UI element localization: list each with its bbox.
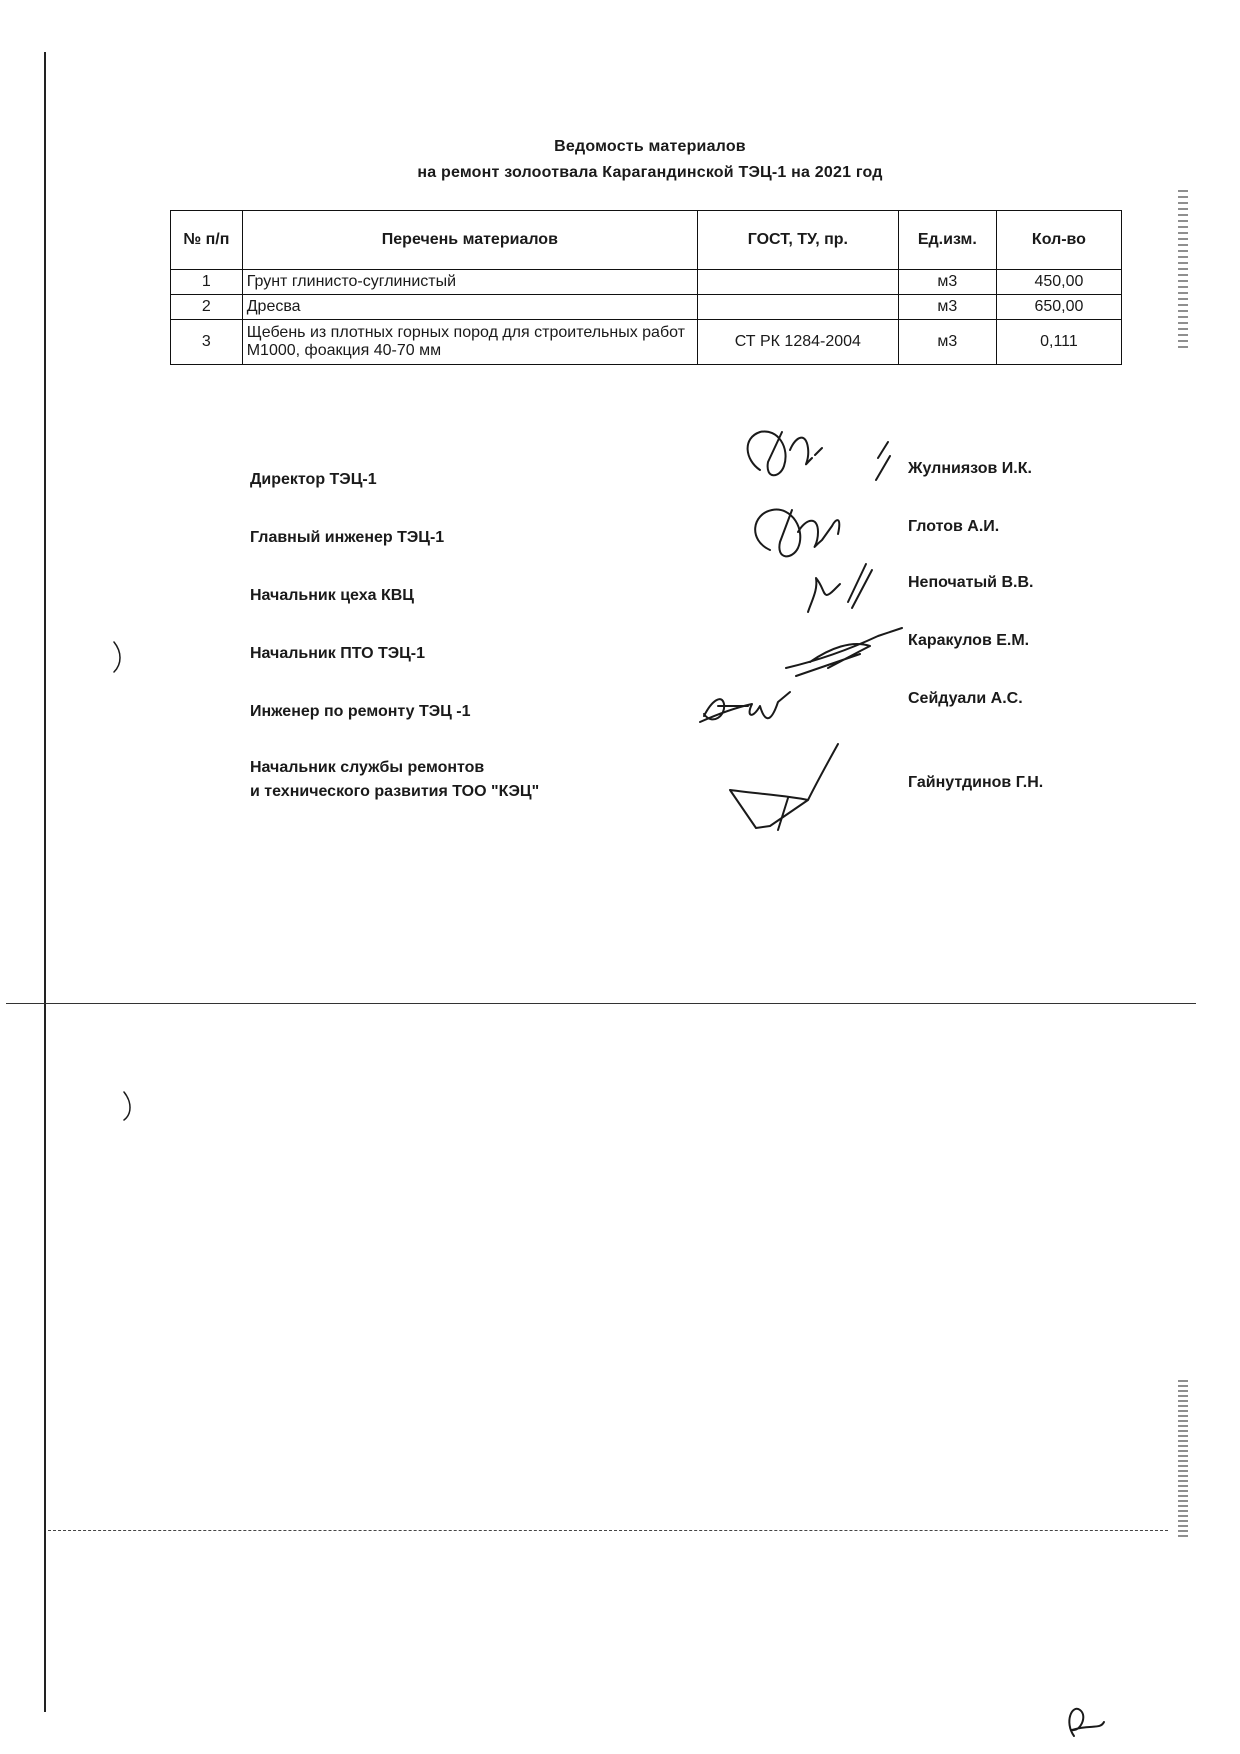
signatory-role-pto-head: Начальник ПТО ТЭЦ-1	[250, 645, 426, 662]
cell-gost	[697, 295, 898, 320]
signature-chief-engineer	[755, 510, 839, 557]
cell-qty: 650,00	[996, 295, 1121, 320]
signatory-name-director: Жулниязов И.К.	[908, 460, 1032, 477]
cell-num: 3	[171, 320, 243, 365]
col-header-name: Перечень материалов	[242, 211, 697, 270]
col-header-gost: ГОСТ, ТУ, пр.	[697, 211, 898, 270]
signature-pto-head	[786, 628, 902, 676]
signatory-role-kvc-head: Начальник цеха КВЦ	[250, 587, 414, 604]
table-row	[171, 320, 1122, 365]
initials-mark	[1069, 1709, 1104, 1736]
materials-table	[170, 210, 1122, 365]
cell-gost: СТ РК 1284-2004	[697, 320, 898, 365]
cell-num: 2	[171, 295, 243, 320]
signatory-name-repairs-service-head: Гайнутдинов Г.Н.	[908, 774, 1044, 791]
scan-margin-line	[44, 52, 46, 1712]
cell-unit: м3	[898, 320, 996, 365]
cell-num: 1	[171, 270, 243, 295]
signatory-role-line: Начальник службы ремонтов	[250, 759, 485, 776]
signatory-role-chief-engineer: Главный инженер ТЭЦ-1	[250, 529, 445, 546]
signatory-name-repair-engineer: Сейдуали А.С.	[908, 690, 1023, 707]
table-header-row	[171, 211, 1122, 270]
scan-fold-line	[6, 1003, 1196, 1004]
cell-unit: м3	[898, 270, 996, 295]
cell-qty: 0,111	[996, 320, 1121, 365]
table-row	[171, 270, 1122, 295]
signature-slash-mark	[876, 456, 890, 480]
col-header-num: № п/п	[171, 211, 243, 270]
signatory-role-repair-engineer: Инженер по ремонту ТЭЦ -1	[250, 703, 471, 720]
signatory-name-pto-head: Каракулов Е.М.	[908, 632, 1030, 649]
scan-bracket-mark	[114, 642, 130, 1120]
col-header-unit: Ед.изм.	[898, 211, 996, 270]
signatory-role-director: Директор ТЭЦ-1	[250, 471, 377, 488]
scan-dashed-line	[48, 1530, 1168, 1531]
scan-edge-marks	[1178, 1380, 1188, 1540]
col-header-qty: Кол-во	[996, 211, 1121, 270]
cell-qty: 450,00	[996, 270, 1121, 295]
document-subtitle: на ремонт золоотвала Карагандинской ТЭЦ-1 на 2021 год	[417, 164, 883, 181]
table-row	[171, 295, 1122, 320]
scan-edge-marks	[1178, 190, 1188, 350]
signatory-role-line: и технического развития ТОО "КЭЦ"	[250, 783, 540, 800]
signature-kvc-head	[808, 564, 872, 612]
signature-director	[748, 431, 888, 475]
cell-name: Грунт глинисто-суглинистый	[242, 270, 697, 295]
signatory-name-chief-engineer: Глотов А.И.	[908, 518, 1000, 535]
cell-name: Дресва	[242, 295, 697, 320]
signatory-name-kvc-head: Непочатый В.В.	[908, 574, 1034, 591]
signature-repairs-service-head	[730, 744, 838, 830]
cell-unit: м3	[898, 295, 996, 320]
document-title: Ведомость материалов	[554, 138, 746, 155]
cell-name: Щебень из плотных горных пород для строительных работ М1000, фоакция 40-70 мм	[242, 320, 697, 365]
signatory-role-repairs-service-head	[250, 756, 539, 804]
cell-gost	[697, 270, 898, 295]
signature-repair-engineer	[700, 692, 790, 722]
